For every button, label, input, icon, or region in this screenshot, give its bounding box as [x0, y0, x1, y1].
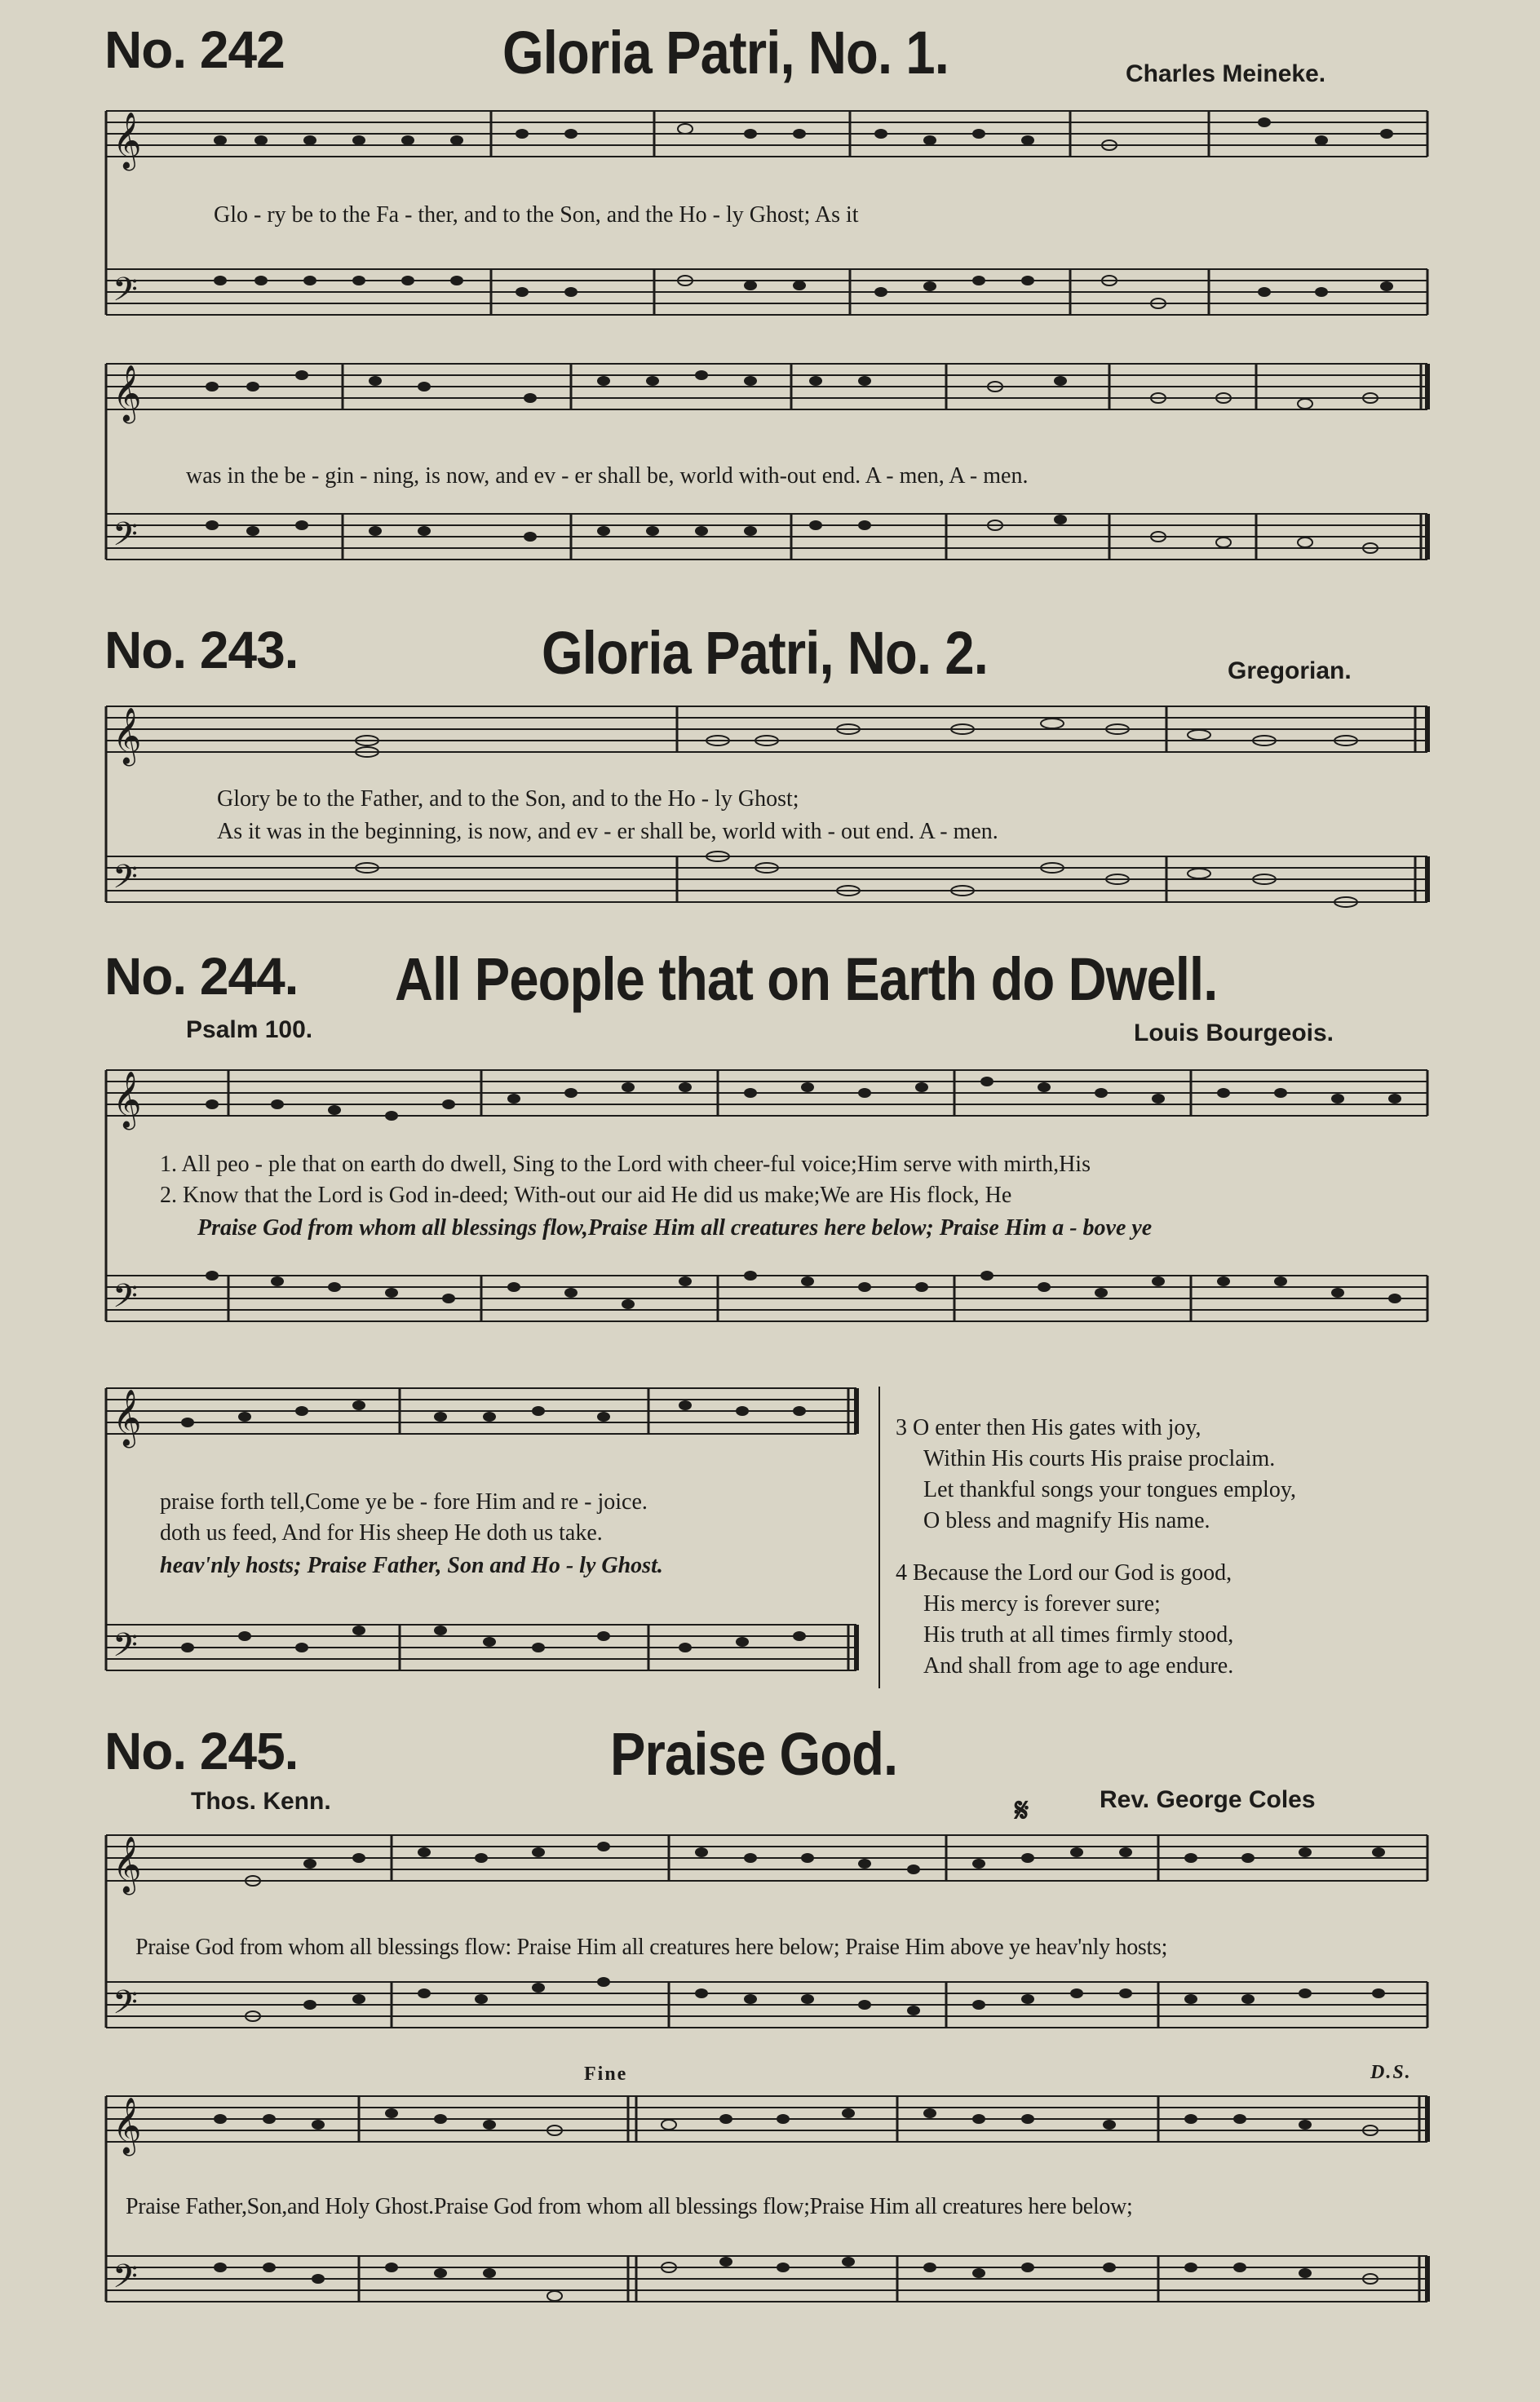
- svg-text:𝄞: 𝄞: [113, 707, 142, 764]
- composer-credit: Louis Bourgeois.: [1134, 1020, 1334, 1046]
- lyric-line: Glo - ry be to the Fa - ther, and to the Son, and the Ho - ly Ghost; As it: [214, 202, 859, 228]
- lyric-line: Glory be to the Father, and to the Son, and to the Ho - ly Ghost;: [217, 786, 799, 812]
- svg-text:𝄞: 𝄞: [113, 1389, 142, 1446]
- hymn-number: No. 243.: [104, 621, 299, 679]
- svg-text:𝄞: 𝄞: [113, 1836, 142, 1893]
- svg-text:𝄢: 𝄢: [113, 515, 138, 561]
- author-credit: Thos. Kenn.: [191, 1788, 331, 1815]
- svg-text:𝄢: 𝄢: [113, 1984, 138, 2029]
- svg-text:𝄞: 𝄞: [113, 365, 142, 422]
- hymn-number: No. 242: [104, 20, 285, 79]
- lyric-line: praise forth tell,Come ye be - fore Him and re - joice.: [160, 1489, 648, 1515]
- lyric-line: 1. All peo - ple that on earth do dwell, Sing to the Lord with cheer-ful voice;Him serve with mirth,His: [160, 1152, 1091, 1177]
- bass-clef-icon: 𝄢: [113, 271, 138, 316]
- dal-segno-marking: D.S.: [1370, 2062, 1412, 2083]
- lyric-line: Praise God from whom all blessings flow: Praise Him all creatures here below; Praise Him above ye heav'nly hosts;: [135, 1935, 1168, 1960]
- lyric-line: 2. Know that the Lord is God in-deed; With-out our aid He did us make;We are His flock, He: [160, 1183, 1012, 1208]
- svg-text:𝄢: 𝄢: [113, 858, 138, 904]
- composer-credit: Rev. George Coles: [1100, 1786, 1316, 1813]
- hymn-number: No. 245.: [104, 1722, 299, 1780]
- lyric-line: was in the be - gin - ning, is now, and ev - er shall be, world with-out end. A - men, A - men.: [186, 463, 1029, 489]
- author-credit: Psalm 100.: [186, 1016, 313, 1043]
- lyric-line: doth us feed, And for His sheep He doth us take.: [160, 1520, 603, 1546]
- stanza-4: 4 Because the Lord our God is good, His mercy is forever sure; His truth at all times firmly stood, And shall from age to age endure.: [896, 1560, 1234, 1679]
- bass-staff: [106, 269, 1427, 315]
- segno-icon: 𝄋: [1015, 1792, 1031, 1829]
- lyric-line: As it was in the beginning, is now, and ev - er shall be, world with - out end. A - men.: [217, 819, 998, 844]
- svg-text:𝄢: 𝄢: [113, 1626, 138, 1672]
- lyric-line: Praise God from whom all blessings flow,Praise Him all creatures here below; Praise Him a - bove ye: [197, 1215, 1153, 1241]
- fine-marking: Fine: [584, 2064, 628, 2085]
- hymn-title: All People that on Earth do Dwell.: [395, 945, 1218, 1013]
- lyric-line: Praise Father,Son,and Holy Ghost.Praise God from whom all blessings flow;Praise Him all creatures here below;: [126, 2194, 1133, 2219]
- hymn-number: No. 244.: [104, 947, 299, 1006]
- hymn-title: Gloria Patri, No. 1.: [502, 19, 949, 86]
- svg-text:𝄞: 𝄞: [113, 1071, 142, 1128]
- svg-text:𝄞: 𝄞: [113, 2097, 142, 2154]
- treble-staff: [106, 111, 1427, 157]
- lyric-line: heav'nly hosts; Praise Father, Son and Ho - ly Ghost.: [160, 1553, 663, 1578]
- svg-text:𝄢: 𝄢: [113, 2258, 138, 2303]
- column-divider: [878, 1387, 881, 1688]
- svg-text:𝄢: 𝄢: [113, 1277, 138, 1323]
- hymn-title: Praise God.: [610, 1720, 898, 1788]
- treble-clef-icon: 𝄞: [113, 112, 142, 169]
- composer-credit: Gregorian.: [1228, 657, 1352, 684]
- hymn-title: Gloria Patri, No. 2.: [542, 619, 988, 687]
- stanza-3: 3 O enter then His gates with joy, Within His courts His praise proclaim. Let thankful songs your tongues employ, O bless and magnify His name.: [896, 1415, 1297, 1533]
- composer-credit: Charles Meineke.: [1126, 60, 1326, 87]
